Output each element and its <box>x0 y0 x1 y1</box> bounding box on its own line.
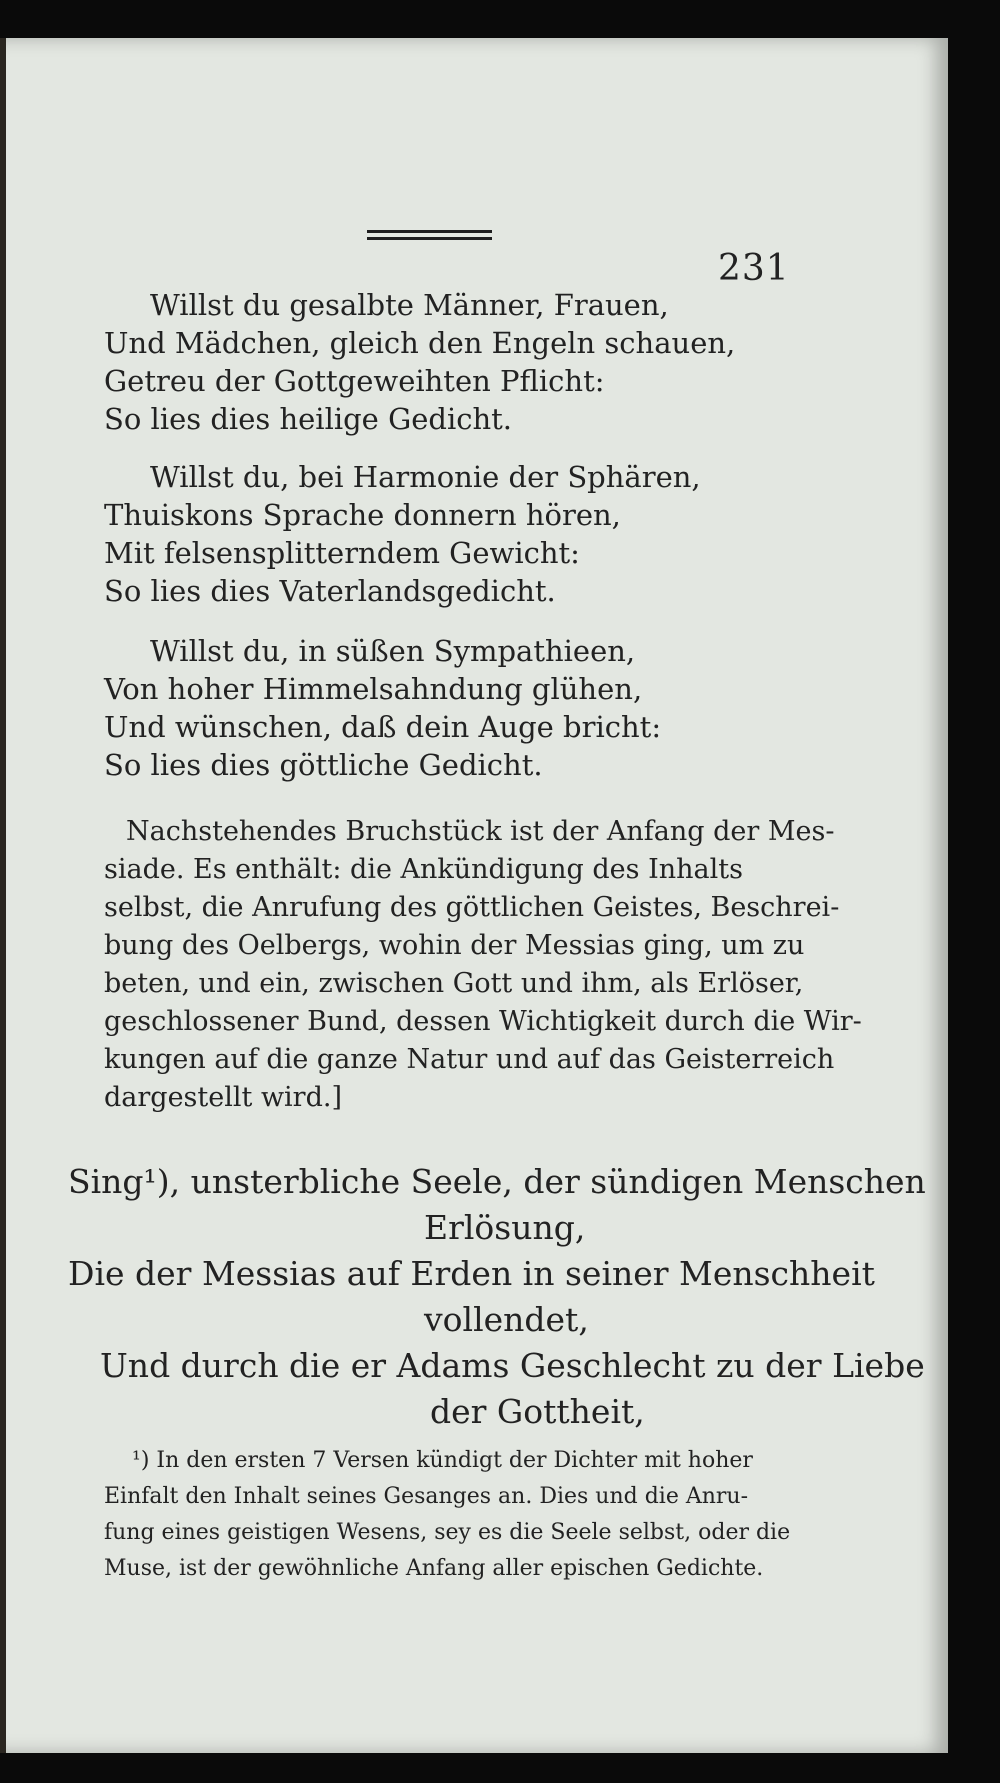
verse-line: Von hoher Himmelsahndung glühen, <box>104 672 643 706</box>
epic-line: der Gottheit, <box>430 1392 645 1431</box>
footnote-line: Einfalt den Inhalt seines Gesanges an. Dies und die Anru- <box>104 1484 749 1509</box>
verse-line: Und wünschen, daß dein Auge bricht: <box>104 710 662 744</box>
verse-line: Willst du gesalbte Männer, Frauen, <box>150 288 669 322</box>
epic-line: Sing¹), unsterbliche Seele, der sündigen Menschen <box>68 1162 926 1201</box>
header-rule <box>367 230 492 244</box>
verse-line: Willst du, bei Harmonie der Sphären, <box>150 460 701 494</box>
prose-line: kungen auf die ganze Natur und auf das Geisterreich <box>104 1044 835 1075</box>
book-page <box>0 38 948 1753</box>
prose-line: geschlossener Bund, dessen Wichtigkeit durch die Wir- <box>104 1006 862 1037</box>
verse-line: Mit felsensplitterndem Gewicht: <box>104 536 580 570</box>
verse-line: Getreu der Gottgeweihten Pflicht: <box>104 364 605 398</box>
prose-line: dargestellt wird.] <box>104 1082 342 1113</box>
prose-line: siade. Es enthält: die Ankündigung des Inhalts <box>104 854 743 885</box>
prose-line: Nachstehendes Bruchstück ist der Anfang der Mes- <box>126 816 835 847</box>
prose-line: bung des Oelbergs, wohin der Messias ging, um zu <box>104 930 805 961</box>
verse-line: Thuiskons Sprache donnern hören, <box>104 498 621 532</box>
verse-line: So lies dies heilige Gedicht. <box>104 402 513 436</box>
verse-line: So lies dies göttliche Gedicht. <box>104 748 543 782</box>
verse-line: Willst du, in süßen Sympathieen, <box>150 634 636 668</box>
prose-line: beten, und ein, zwischen Gott und ihm, als Erlöser, <box>104 968 804 999</box>
page-binding-edge <box>0 38 6 1753</box>
epic-line: Die der Messias auf Erden in seiner Menschheit <box>68 1254 875 1293</box>
footnote-line: Muse, ist der gewöhnliche Anfang aller epischen Gedichte. <box>104 1556 764 1581</box>
page-number: 231 <box>718 248 790 289</box>
epic-line: Erlösung, <box>424 1208 586 1247</box>
prose-line: selbst, die Anrufung des göttlichen Geistes, Beschrei- <box>104 892 840 923</box>
epic-line: vollendet, <box>424 1300 589 1339</box>
footnote-line: fung eines geistigen Wesens, sey es die Seele selbst, oder die <box>104 1520 791 1545</box>
verse-line: Und Mädchen, gleich den Engeln schauen, <box>104 326 736 360</box>
footnote-line: ¹) In den ersten 7 Versen kündigt der Dichter mit hoher <box>132 1448 753 1473</box>
verse-line: So lies dies Vaterlandsgedicht. <box>104 574 556 608</box>
epic-line: Und durch die er Adams Geschlecht zu der Liebe <box>100 1346 925 1385</box>
